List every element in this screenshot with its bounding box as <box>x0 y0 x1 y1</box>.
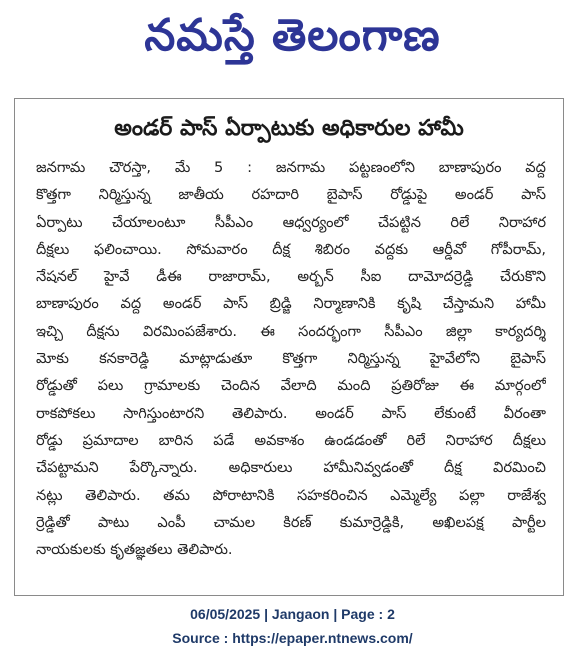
article-line: బాణాపురం వద్ద అండర్ పాస్ బ్రిడ్జి నిర్మాణానికి కృషి చేస్తామని హామీ <box>36 295 546 313</box>
article-line: రోడ్డు ప్రమాదాల బారిన పడే అవకాశం ఉండడంతో రిలే నిరాహార దీక్షలు <box>36 431 546 449</box>
article-line: నట్లు తెలిపారు. తమ పోరాటానికి సహకరించిన ఎమ్మెల్యే పల్లా రాజేశ్వ <box>36 486 546 504</box>
article-line: కొత్తగా నిర్మిస్తున్న జాతీయ రహదారి బైపాస్ రోడ్డుపై అండర్ పాస్ <box>36 186 546 204</box>
article-line: మోకు కనకారెడ్డి మాట్లాడుతూ కొత్తగా నిర్మిస్తున్న హైవేలోని బైపాస్ <box>36 350 546 368</box>
article-line: చేపట్టామని పేర్కొన్నారు. అధికారులు హామీనివ్వడంతో దీక్ష విరమించి <box>36 459 546 477</box>
article-line: ఇచ్చి దీక్షను విరమింపజేశారు. ఈ సందర్భంగా సీపీఎం జిల్లా కార్యదర్శి <box>36 322 546 340</box>
article-line: నేషనల్ హైవే డీఈ రాజారామ్, అర్బన్ సీఐ దామోదర్రెడ్డి చేరుకొని <box>36 268 546 286</box>
source-link[interactable]: Source : https://epaper.ntnews.com/ <box>172 630 413 646</box>
article-line: ర్రెడ్డితో పాటు ఎంపీ చామల కిరణ్ కుమార్రెడ్డికి, అఖిలపక్ష పార్టీల <box>36 513 546 531</box>
article-line: రాకపోకలు సాగిస్తుంటారని తెలిపారు. అండర్ పాస్ లేకుంటే వీరంతా <box>36 404 546 422</box>
article-line: రోడ్డుతో పలు గ్రామాలకు చెందిన వేలాది మంది ప్రతిరోజు ఈ మార్గంలో <box>36 377 546 395</box>
edition-meta: 06/05/2025 | Jangaon | Page : 2 <box>190 606 395 622</box>
article-line: జనగామ చౌరస్తా, మే 5 : జనగామ పట్టణంలోని బాణాపురం వద్ద <box>36 159 546 176</box>
article-headline: అండర్ పాస్ ఏర్పాటుకు అధికారుల హామీ <box>114 116 464 141</box>
article-line: ఏర్పాటు చేయాలంటూ సీపీఎం ఆధ్వర్యంలో చేపట్టిన రిలే నిరాహార <box>36 213 546 231</box>
article-line: నాయకులకు కృతజ్ఞతలు తెలిపారు. <box>36 541 233 559</box>
article-body <box>36 154 546 563</box>
newspaper-masthead: నమస్తే తెలంగాణ <box>144 10 441 61</box>
article-line: దీక్షలు ఫలించాయి. సోమవారం దీక్ష శిబిరం వద్దకు ఆర్డీవో గోపీరామ్, <box>36 240 546 258</box>
